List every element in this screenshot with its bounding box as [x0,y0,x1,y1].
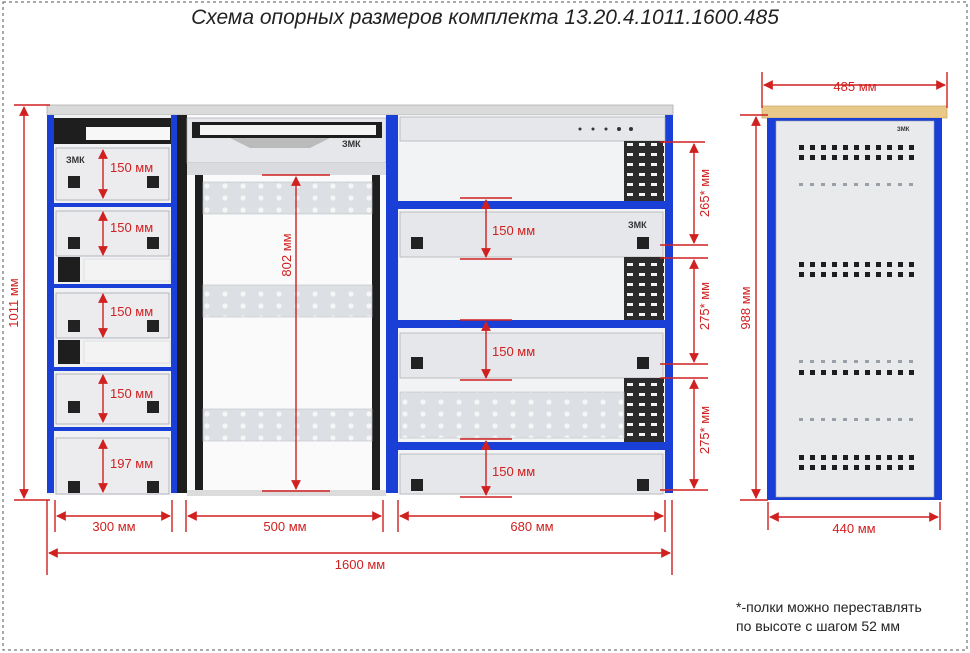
perforation-hole [799,360,803,363]
shelf-gap-2-label: 275* мм [697,281,712,331]
perforation-hole [821,272,826,277]
right-cabinet [398,115,673,495]
perforation-hole [887,455,892,460]
perforation-hole [876,465,881,470]
perforation-hole [810,455,815,460]
perforation-hole [876,418,880,421]
perforation-hole [832,262,837,267]
perforation-hole [865,370,870,375]
perforation-hole [821,360,825,363]
side-height-label: 988 мм [738,286,753,330]
perforation-hole [876,155,881,160]
perforation-hole [832,465,837,470]
perforation-hole [854,360,858,363]
left-drawer-4-label: 150 мм [110,386,154,401]
page-title: Схема опорных размеров комплекта 13.20.4.1011.1600.485 [191,6,779,29]
perforation-hole [876,360,880,363]
middle-cabinet [187,115,386,496]
perforation-hole [876,272,881,277]
perforation-hole [909,155,914,160]
perforation-hole [876,145,881,150]
perforation-hole [810,370,815,375]
perforation-hole [865,272,870,277]
perforation-hole [865,455,870,460]
perforation-hole [843,155,848,160]
cabinet-divider-left [177,115,187,493]
perforation-hole [832,183,836,186]
cabinet-divider-right [386,115,398,493]
perforation-hole [898,183,902,186]
perforation-hole [865,262,870,267]
right-brand-logo: ЗМК [628,220,647,230]
perforation-hole [898,465,903,470]
perforation-hole [898,272,903,277]
side-depth-label: 485 мм [833,79,877,94]
perforation-hole [909,360,913,363]
perforation-hole [843,262,848,267]
perforation-hole [887,370,892,375]
perforation-hole [843,360,847,363]
perforation-hole [843,370,848,375]
middle-height-label: 802 мм [279,233,294,277]
perforation-hole [865,465,870,470]
middle-brand-logo: ЗМК [342,139,361,149]
perforation-hole [799,155,804,160]
perforation-hole [810,272,815,277]
perforation-hole [887,272,892,277]
perforation-hole [854,145,859,150]
perforation-hole [876,370,881,375]
perforation-hole [854,155,859,160]
perforation-hole [810,262,815,267]
perforation-hole [898,418,902,421]
perforation-hole [909,370,914,375]
perforation-hole [843,145,848,150]
perforation-hole [887,465,892,470]
perforation-hole [854,418,858,421]
perforation-hole [865,145,870,150]
worktop [47,105,673,115]
perforation-hole [876,183,880,186]
perforation-hole [898,155,903,160]
perforation-hole [821,465,826,470]
perforation-hole [832,455,837,460]
total-width-label: 1600 мм [334,557,386,572]
perforation-hole [799,183,803,186]
perforation-hole [821,155,826,160]
right-width-label: 680 мм [510,519,554,534]
side-view [762,106,947,500]
perforation-hole [854,262,859,267]
perforation-hole [832,360,836,363]
perforation-hole [821,370,826,375]
perforation-hole [898,262,903,267]
perforation-hole [865,183,869,186]
perforation-hole [799,145,804,150]
perforation-hole [810,145,815,150]
perforation-hole [898,145,903,150]
perforation-hole [887,360,891,363]
middle-width-label: 500 мм [263,519,307,534]
right-drawer-2-label: 150 мм [492,344,536,359]
perforation-hole [821,418,825,421]
perforation-hole [876,262,881,267]
perforation-hole [832,145,837,150]
perforation-hole [799,272,804,277]
perforation-hole [854,455,859,460]
perforation-hole [887,418,891,421]
footnote-line-2: по высоте с шагом 52 мм [736,618,901,634]
perforation-hole [821,183,825,186]
footnote [736,598,922,636]
perforation-hole [887,262,892,267]
perforation-hole [865,418,869,421]
perforation-hole [909,145,914,150]
left-width-label: 300 мм [92,519,136,534]
perforation-hole [843,455,848,460]
shelf-gap-1-label: 265* мм [697,168,712,218]
perforation-hole [909,183,913,186]
left-drawer-3-label: 150 мм [110,304,154,319]
perforation-hole [898,370,903,375]
perforation-hole [843,183,847,186]
perforation-hole [887,183,891,186]
perforation-hole [898,455,903,460]
perforation-hole [865,360,869,363]
perforation-hole [854,272,859,277]
perforation-hole [854,465,859,470]
perforation-hole [799,465,804,470]
perforation-hole [909,262,914,267]
footnote-line-1: *-полки можно переставлять [736,599,922,615]
left-drawer-2-label: 150 мм [110,220,154,235]
perforation-hole [854,370,859,375]
right-drawer-1-label: 150 мм [492,223,536,238]
perforation-hole [799,262,804,267]
perforation-hole [876,455,881,460]
perforation-hole [810,360,814,363]
perforation-hole [865,155,870,160]
shelf-gap-3-label: 275* мм [697,405,712,455]
side-brand-logo: ЗМК [897,127,910,133]
perforation-hole [843,465,848,470]
perforation-hole [909,418,913,421]
left-drawer-1-label: 150 мм [110,160,154,175]
perforation-hole [832,155,837,160]
perforation-hole [832,370,837,375]
perforation-hole [909,272,914,277]
left-drawer-5-label: 197 мм [110,456,154,471]
perforation-hole [810,183,814,186]
right-drawer-3-label: 150 мм [492,464,536,479]
perforation-hole [887,155,892,160]
perforation-hole [832,418,836,421]
perforation-hole [810,418,814,421]
perforation-hole [832,272,837,277]
perforation-hole [821,145,826,150]
perforation-hole [898,360,902,363]
total-height-label: 1011 мм [6,278,21,328]
perforation-hole [909,465,914,470]
perforation-hole [887,145,892,150]
side-worktop [762,106,947,118]
perforation-hole [854,183,858,186]
perforation-hole [843,418,847,421]
perforation-hole [799,455,804,460]
perforation-hole [843,272,848,277]
side-width-label: 440 мм [832,521,876,536]
perforation-hole [821,262,826,267]
perforation-hole [810,465,815,470]
perforation-hole [799,370,804,375]
perforation-hole [821,455,826,460]
perforation-hole [810,155,815,160]
left-brand-logo: ЗМК [66,155,85,165]
perforation-hole [909,455,914,460]
perforation-hole [799,418,803,421]
